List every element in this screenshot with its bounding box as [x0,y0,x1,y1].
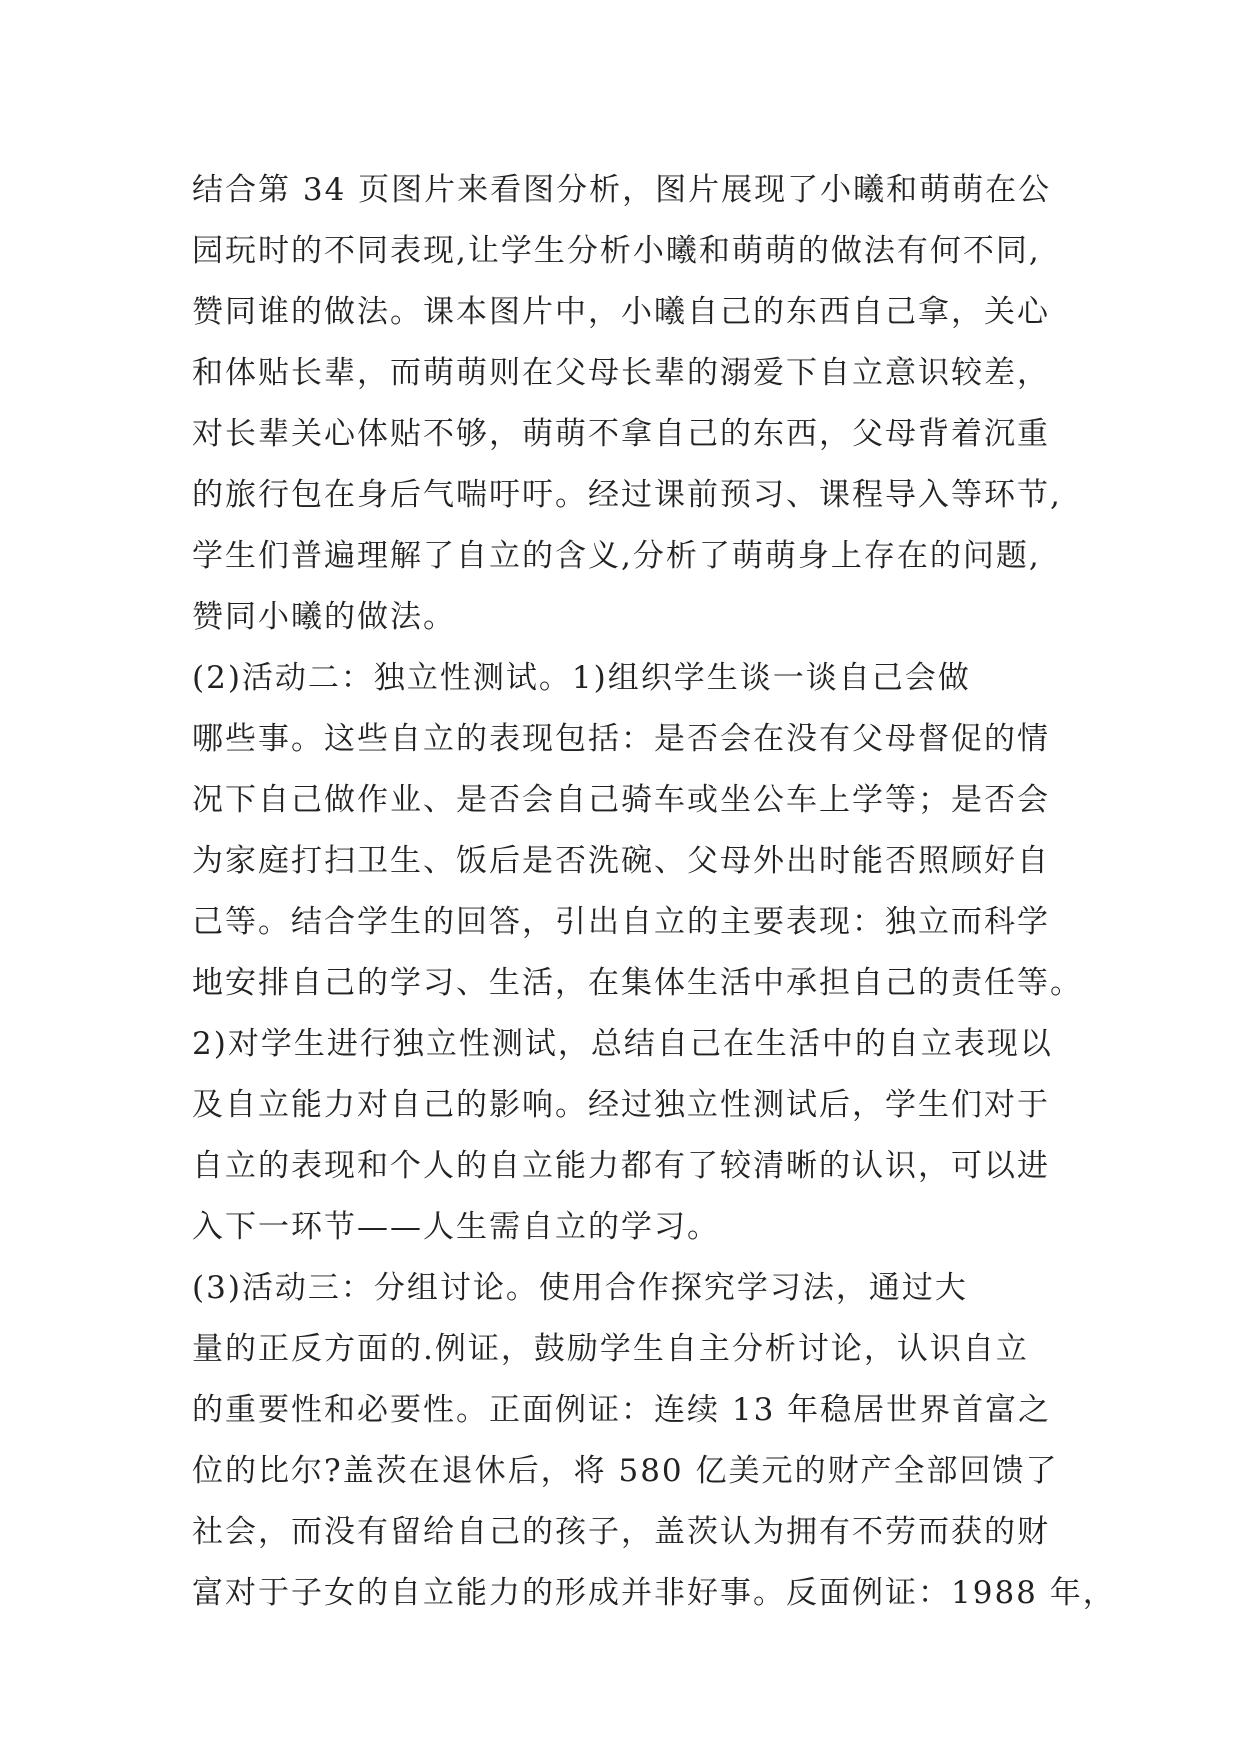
text-line-8: 赞同小曦的做法。 [192,599,456,635]
text-line-15: 2)对学生进行独立性测试，总结自己在生活中的自立表现以 [192,1026,1053,1062]
text-line-11: 况下自己做作业、是否会自己骑车或坐公车上学等；是否会 [192,782,1050,818]
text-line-13: 己等。结合学生的回答，引出自立的主要表现：独立而科学 [192,904,1050,940]
text-line-5: 对长辈关心体贴不够，萌萌不拿自己的东西，父母背着沉重 [192,416,1050,452]
text-line-19: (3)活动三：分组讨论。使用合作探究学习法，通过大 [192,1270,968,1306]
text-line-23: 社会，而没有留给自己的孩子，盖茨认为拥有不劳而获的财 [192,1514,1050,1550]
text-line-17: 自立的表现和个人的自立能力都有了较清晰的认识，可以进 [192,1148,1050,1184]
text-line-1: 结合第 34 页图片来看图分析，图片展现了小曦和萌萌在公 [192,172,1052,208]
text-line-7: 学生们普遍理解了自立的含义,分析了萌萌身上存在的问题, [192,538,1041,574]
text-line-14: 地安排自己的学习、生活，在集体生活中承担自己的责任等。 [192,965,1083,1001]
text-line-16: 及自立能力对自己的影响。经过独立性测试后，学生们对于 [192,1087,1050,1123]
text-line-3: 赞同谁的做法。课本图片中，小曦自己的东西自己拿，关心 [192,294,1050,330]
text-line-18: 入下一环节——人生需自立的学习。 [192,1209,720,1245]
text-line-24: 富对于子女的自立能力的形成并非好事。反面例证：1988 年， [192,1575,1116,1611]
text-line-20: 量的正反方面的.例证，鼓励学生自主分析讨论，认识自立 [192,1331,1029,1367]
body-text [192,160,1116,1624]
text-line-10: 哪些事。这些自立的表现包括：是否会在没有父母督促的情 [192,721,1050,757]
text-line-21: 的重要性和必要性。正面例证：连续 13 年稳居世界首富之 [192,1392,1052,1428]
text-line-12: 为家庭打扫卫生、饭后是否洗碗、父母外出时能否照顾好自 [192,843,1050,879]
text-line-2: 园玩时的不同表现,让学生分析小曦和萌萌的做法有何不同, [192,233,1041,269]
text-line-4: 和体贴长辈，而萌萌则在父母长辈的溺爱下自立意识较差， [192,355,1050,391]
text-line-9: (2)活动二：独立性测试。1)组织学生谈一谈自己会做 [192,660,971,696]
text-line-6: 的旅行包在身后气喘吁吁。经过课前预习、课程导入等环节, [192,477,1062,513]
text-line-22: 位的比尔?盖茨在退休后，将 580 亿美元的财产全部回馈了 [192,1453,1059,1489]
